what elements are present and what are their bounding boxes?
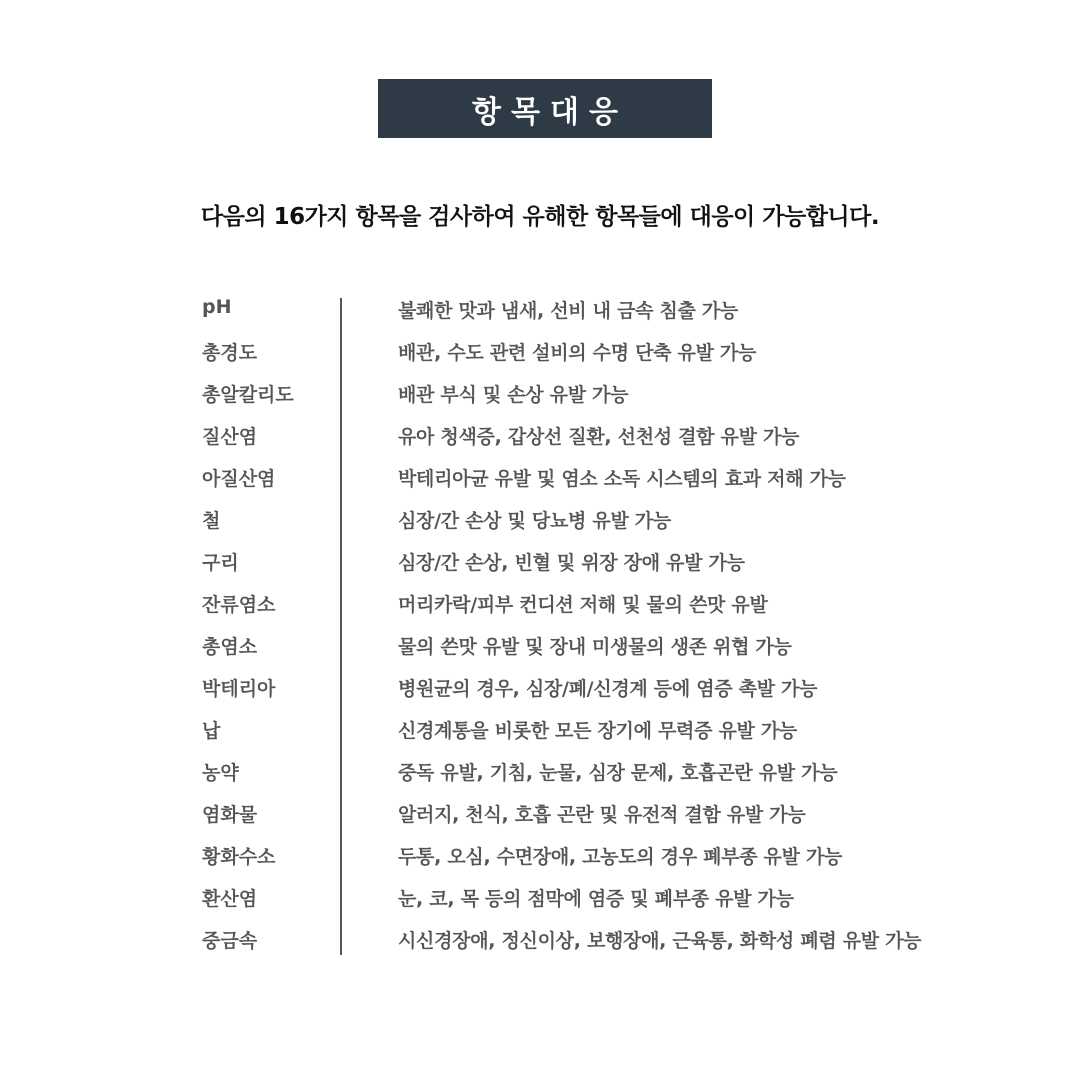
item-description: 두통, 오심, 수면장애, 고농도의 경우 폐부종 유발 가능 bbox=[398, 846, 843, 868]
item-description: 알러지, 천식, 호흡 곤란 및 유전적 결함 유발 가능 bbox=[398, 804, 806, 826]
item-name: 철 bbox=[202, 510, 221, 532]
item-name: 총알칼리도 bbox=[202, 384, 294, 406]
item-description: 배관 부식 및 손상 유발 가능 bbox=[398, 384, 629, 406]
item-name: 구리 bbox=[202, 552, 239, 574]
item-description: 불쾌한 맛과 냄새, 선비 내 금속 침출 가능 bbox=[398, 300, 738, 322]
list-item bbox=[0, 582, 1080, 624]
item-name: 환산염 bbox=[202, 888, 258, 910]
item-name: 납 bbox=[202, 720, 221, 742]
list-item bbox=[0, 372, 1080, 414]
item-description: 신경계통을 비롯한 모든 장기에 무력증 유발 가능 bbox=[398, 720, 797, 742]
list-item bbox=[0, 624, 1080, 666]
list-item bbox=[0, 918, 1080, 960]
item-name: 농약 bbox=[202, 762, 239, 784]
item-description: 중독 유발, 기침, 눈물, 심장 문제, 호흡곤란 유발 가능 bbox=[398, 762, 838, 784]
item-name: 중금속 bbox=[202, 930, 258, 952]
item-name: 총염소 bbox=[202, 636, 258, 658]
list-item bbox=[0, 834, 1080, 876]
list-item bbox=[0, 876, 1080, 918]
item-description: 병원균의 경우, 심장/폐/신경계 등에 염증 촉발 가능 bbox=[398, 678, 818, 700]
list-item bbox=[0, 792, 1080, 834]
list-item bbox=[0, 414, 1080, 456]
list-item bbox=[0, 750, 1080, 792]
item-description: 머리카락/피부 컨디션 저해 및 물의 쓴맛 유발 bbox=[398, 594, 768, 616]
list-item bbox=[0, 288, 1080, 330]
list-item bbox=[0, 456, 1080, 498]
list-item bbox=[0, 330, 1080, 372]
list-item bbox=[0, 708, 1080, 750]
list-item bbox=[0, 540, 1080, 582]
item-description: 박테리아균 유발 및 염소 소독 시스템의 효과 저해 가능 bbox=[398, 468, 846, 490]
item-name: 박테리아 bbox=[202, 678, 276, 700]
item-description: 시신경장애, 정신이상, 보행장애, 근육통, 화학성 폐렴 유발 가능 bbox=[398, 930, 922, 952]
item-description: 물의 쓴맛 유발 및 장내 미생물의 생존 위협 가능 bbox=[398, 636, 792, 658]
list-item bbox=[0, 498, 1080, 540]
item-name: 염화물 bbox=[202, 804, 258, 826]
item-description: 심장/간 손상, 빈혈 및 위장 장애 유발 가능 bbox=[398, 552, 745, 574]
title-banner bbox=[378, 79, 712, 138]
item-name: 잔류염소 bbox=[202, 594, 276, 616]
page-title: 항목대응 bbox=[472, 94, 628, 130]
list-item bbox=[0, 666, 1080, 708]
item-description: 눈, 코, 목 등의 점막에 염증 및 폐부종 유발 가능 bbox=[398, 888, 794, 910]
item-name: 질산염 bbox=[202, 426, 258, 448]
item-name: 황화수소 bbox=[202, 846, 276, 868]
item-name: 총경도 bbox=[202, 342, 258, 364]
item-description: 유아 청색증, 갑상선 질환, 선천성 결함 유발 가능 bbox=[398, 426, 800, 448]
item-description: 심장/간 손상 및 당뇨병 유발 가능 bbox=[398, 510, 671, 532]
item-list bbox=[0, 288, 1080, 960]
item-name: pH bbox=[202, 296, 232, 318]
item-name: 아질산염 bbox=[202, 468, 276, 490]
page-subtitle: 다음의 16가지 항목을 검사하여 유해한 항목들에 대응이 가능합니다. bbox=[200, 204, 880, 230]
item-description: 배관, 수도 관련 설비의 수명 단축 유발 가능 bbox=[398, 342, 757, 364]
